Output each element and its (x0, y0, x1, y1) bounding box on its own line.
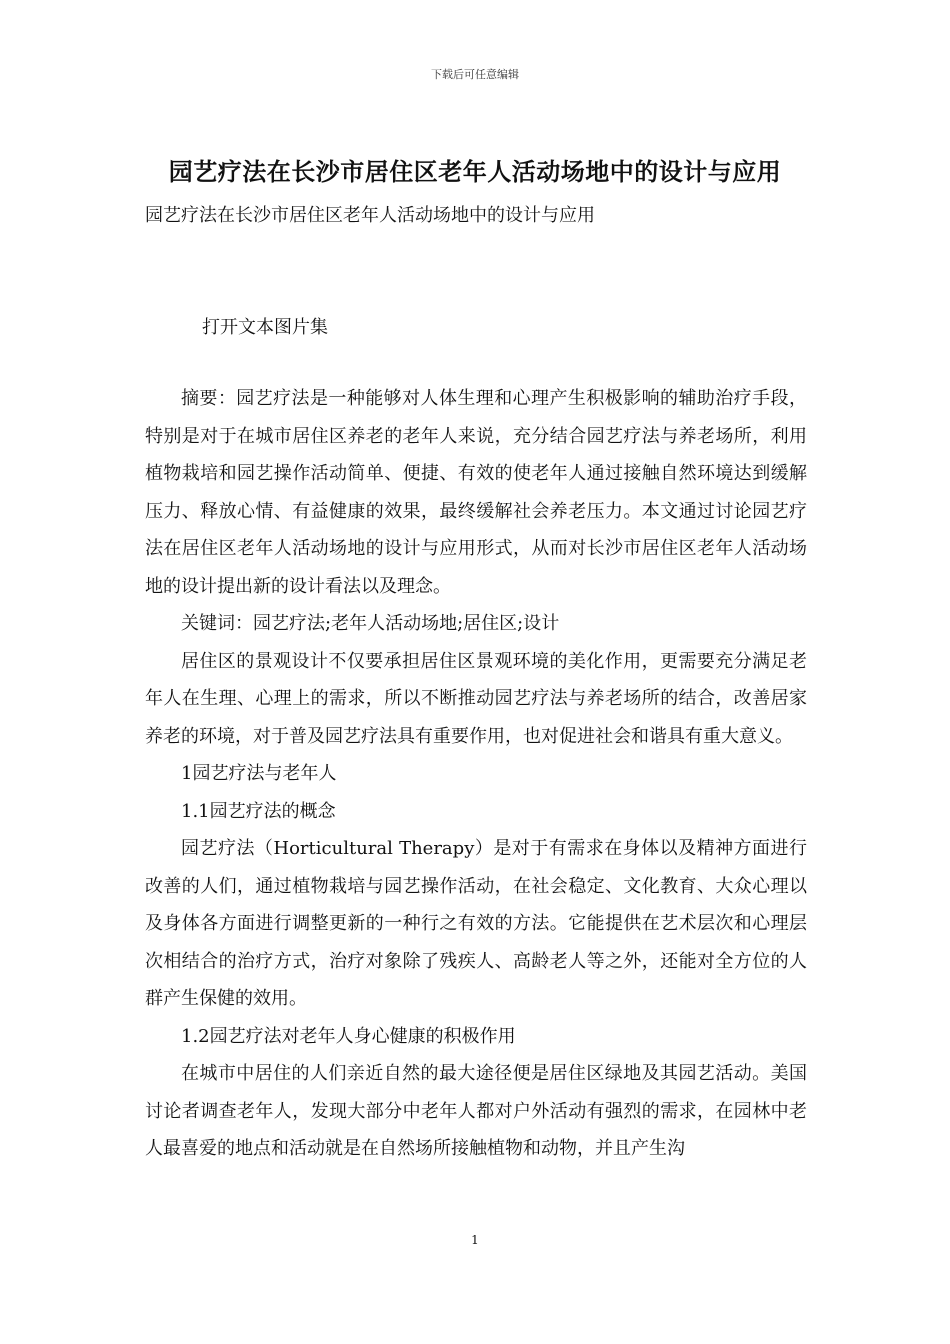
intro-paragraph: 居住区的景观设计不仅要承担居住区景观环境的美化作用，更需要充分满足老年人在生理、心理上的需求，所以不断推动园艺疗法与养老场所的结合，改善居家养老的环境，对于普及园艺疗法具有重要作用，也对促进社会和谐具有重大意义。 (145, 650, 807, 747)
document-body (145, 380, 807, 1168)
open-image-set-link[interactable]: 打开文本图片集 (202, 317, 328, 338)
document-subtitle: 园艺疗法在长沙市居住区老年人活动场地中的设计与应用 (145, 205, 595, 226)
concept-paragraph: 园艺疗法（Horticultural Therapy）是对于有需求在身体以及精神方面进行改善的人们，通过植物栽培与园艺操作活动，在社会稳定、文化教育、大众心理以及身体各方面进行调整更新的一种行之有效的方法。它能提供在艺术层次和心理层次相结合的治疗方式，治疗对象除了残疾人、高龄老人等之外，还能对全方位的人群产生保健的效用。 (145, 838, 807, 1009)
abstract-paragraph: 摘要：园艺疗法是一种能够对人体生理和心理产生积极影响的辅助治疗手段，特别是对于在城市居住区养老的老年人来说，充分结合园艺疗法与养老场所，利用植物栽培和园艺操作活动简单、便捷、有效的使老年人通过接触自然环境达到缓解压力、释放心情、有益健康的效果，最终缓解社会养老压力。本文通过讨论园艺疗法在居住区老年人活动场地的设计与应用形式，从而对长沙市居住区老年人活动场地的设计提出新的设计看法以及理念。 (145, 388, 807, 597)
section-heading-1-1: 1.1园艺疗法的概念 (181, 800, 336, 822)
section-heading-1-2: 1.2园艺疗法对老年人身心健康的积极作用 (181, 1025, 516, 1047)
section-heading-1: 1园艺疗法与老年人 (181, 763, 337, 784)
benefits-paragraph: 在城市中居住的人们亲近自然的最大途径便是居住区绿地及其园艺活动。美国讨论者调查老年人，发现大部分中老年人都对户外活动有强烈的需求，在园林中老人最喜爱的地点和活动就是在自然场所接触植物和动物，并且产生沟 (145, 1063, 807, 1159)
page-number: 1 (471, 1233, 479, 1247)
header-note: 下载后可任意编辑 (431, 68, 519, 81)
document-title: 园艺疗法在长沙市居住区老年人活动场地中的设计与应用 (168, 157, 782, 186)
keywords-paragraph: 关键词：园艺疗法;老年人活动场地;居住区;设计 (181, 613, 560, 634)
